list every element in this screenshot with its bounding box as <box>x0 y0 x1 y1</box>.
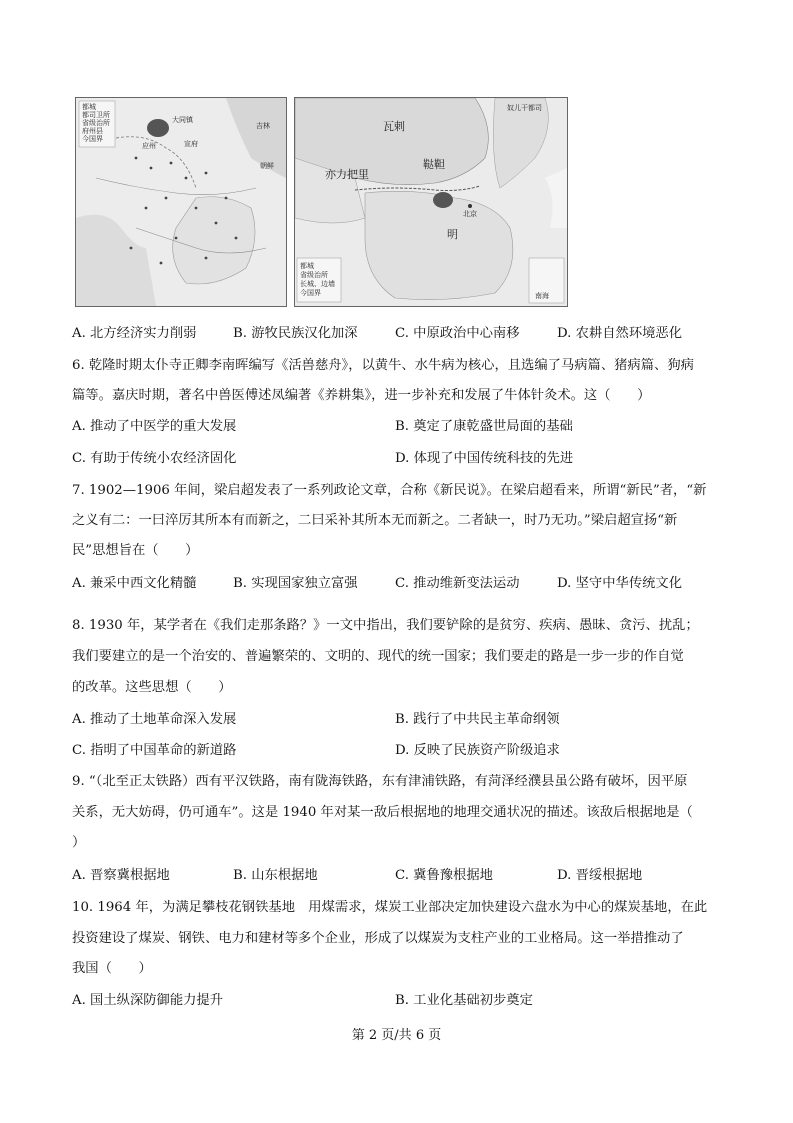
map-right-place-5: 北京 <box>463 210 477 218</box>
map-right-graphic <box>295 98 567 306</box>
q9-option-c: C. 冀鲁豫根据地 <box>395 868 493 883</box>
q8-option-a: A. 推动了土地革命深入发展 <box>72 712 237 727</box>
q8-option-b: B. 践行了中共民主革命纲领 <box>395 712 560 727</box>
q7-stem-line-1: 7. 1902—1906 年间，梁启超发表了一系列政论文章，合称《新民说》。在梁启超看来，所谓“新民”者，“新 <box>72 483 707 498</box>
map-right-legend-1: 都城 <box>300 262 314 270</box>
q7-option-b: B. 实现国家独立富强 <box>233 576 358 591</box>
q5-option-b: B. 游牧民族汉化加深 <box>233 326 358 341</box>
map-left-place-4: 吉林 <box>256 122 270 130</box>
q9-stem-line-1: 9. “（北至正太铁路）西有平汉铁路，南有陇海铁路，东有津浦铁路，有菏泽经濮县虽公路有破坏，因平原 <box>72 774 688 789</box>
q8-stem-line-2: 我们要建立的是一个治安的、普遍繁荣的、文明的、现代的统一国家；我们要走的路是一步一步的作自觉 <box>72 649 684 664</box>
q8-stem-line-3: 的改革。这些思想（ ） <box>72 680 232 695</box>
page-footer: 第 2 页/共 6 页 <box>351 1028 442 1043</box>
q9-option-d: D. 晋绥根据地 <box>557 868 643 883</box>
q8-option-c: C. 指明了中国革命的新道路 <box>72 743 237 758</box>
q9-option-a: A. 晋察冀根据地 <box>72 868 170 883</box>
q10-stem-line-2: 投资建设了煤炭、钢铁、电力和建材等多个企业，形成了以煤炭为支柱产业的工业格局。这一举措推动了 <box>72 931 684 946</box>
q10-option-b: B. 工业化基础初步奠定 <box>395 993 533 1008</box>
map-right-place-3: 亦力把里 <box>325 168 369 181</box>
map-left-legend-2: 都司卫所 <box>82 111 110 119</box>
q6-option-d: D. 体现了中国传统科技的先进 <box>395 451 574 466</box>
map-left-legend-5: 今国界 <box>82 135 103 143</box>
map-left-legend-3: 省级治所 <box>82 119 110 127</box>
q7-option-a: A. 兼采中西文化精髓 <box>72 576 197 591</box>
map-right-legend-3: 长城、边墙 <box>300 280 335 288</box>
map-left-place-5: 朝鲜 <box>260 162 274 170</box>
q7-option-d: D. 坚守中华传统文化 <box>557 576 683 591</box>
map-left <box>75 97 287 307</box>
map-right-legend-2: 省级治所 <box>300 271 328 279</box>
q6-option-c: C. 有助于传统小农经济固化 <box>72 451 237 466</box>
map-left-place-1: 大同镇 <box>172 116 193 124</box>
map-right-inset-label: 南海 <box>535 292 549 300</box>
map-right-place-4: 明 <box>447 228 458 241</box>
q7-stem-line-3: 民”思想旨在（ ） <box>72 543 199 558</box>
q10-stem-line-1: 10. 1964 年，为满足攀枝花钢铁基地 用煤需求，煤炭工业部决定加快建设六盘水为中心的煤炭基地，在此 <box>72 900 708 915</box>
q9-option-b: B. 山东根据地 <box>233 868 318 883</box>
q6-option-a: A. 推动了中医学的重大发展 <box>72 419 237 434</box>
q6-stem-line-1: 6. 乾隆时期太仆寺正卿李南晖编写《活兽慈舟》，以黄牛、水牛病为核心，且选编了马病篇、猪病篇、狗病 <box>72 358 694 373</box>
q9-stem-line-2: 关系，无大妨碍，仍可通车”。这是 1940 年对某一敌后根据地的地理交通状况的描述。该敌后根据地是（ <box>72 805 693 820</box>
q8-stem-line-1: 8. 1930 年，某学者在《我们走那条路？》一文中指出，我们要铲除的是贫穷、疾病、愚昧、贪污、扰乱； <box>72 618 699 633</box>
map-right-place-6: 奴儿干都司 <box>507 104 542 112</box>
map-right-place-2: 鞑靼 <box>423 158 445 171</box>
map-right <box>294 97 568 307</box>
q6-option-b: B. 奠定了康乾盛世局面的基础 <box>395 419 573 434</box>
q5-option-a: A. 北方经济实力削弱 <box>72 326 197 341</box>
map-left-legend-4: 府州县 <box>82 127 103 135</box>
map-right-legend-4: 今国界 <box>300 289 321 297</box>
maps-figure <box>75 97 715 307</box>
q7-stem-line-2: 之义有二：一曰淬厉其所本有而新之，二曰采补其所本无而新之。二者缺一，时乃无功。”梁启超宣扬“新 <box>72 513 678 528</box>
map-left-place-3: 应州 <box>142 142 156 150</box>
map-left-legend-1: 都城 <box>82 103 96 111</box>
q10-stem-line-3: 我国（ ） <box>72 961 152 976</box>
q8-option-d: D. 反映了民族资产阶级追求 <box>395 743 560 758</box>
q6-stem-line-2: 篇等。嘉庆时期，著名中兽医傅述凤编著《养耕集》，进一步补充和发展了牛体针灸术。这（ ） <box>72 388 651 403</box>
q9-stem-line-3: ） <box>72 835 86 850</box>
q7-option-c: C. 推动维新变法运动 <box>395 576 520 591</box>
map-left-graphic <box>76 98 286 306</box>
q5-option-d: D. 农耕自然环境恶化 <box>557 326 683 341</box>
q5-option-c: C. 中原政治中心南移 <box>395 326 520 341</box>
map-left-place-2: 宣府 <box>184 140 198 148</box>
q10-option-a: A. 国土纵深防御能力提升 <box>72 993 224 1008</box>
map-right-place-1: 瓦剌 <box>383 120 405 133</box>
